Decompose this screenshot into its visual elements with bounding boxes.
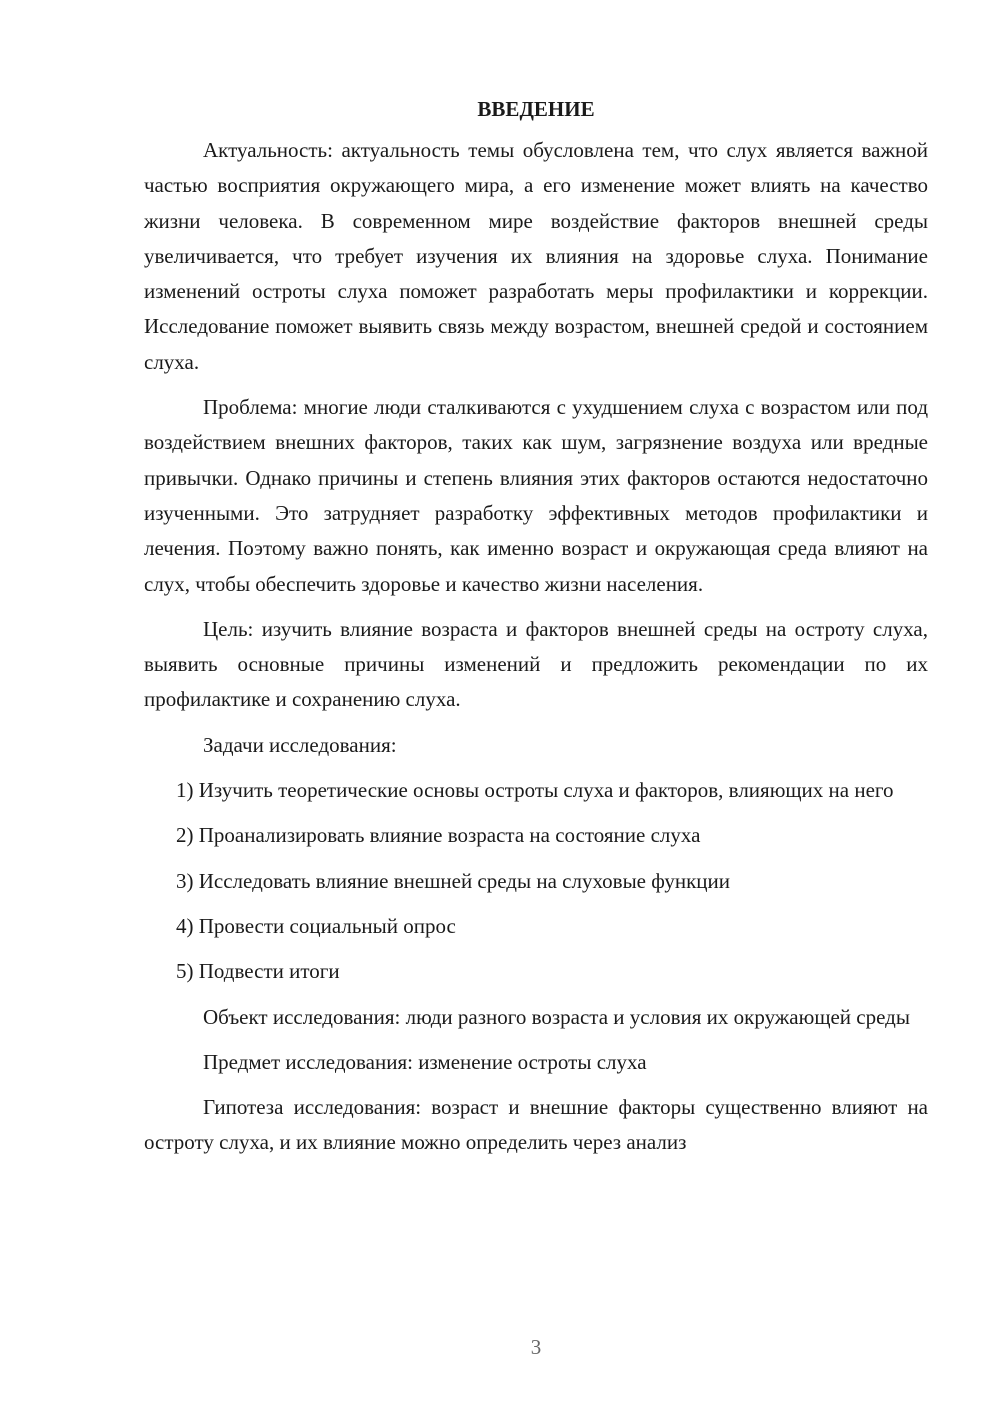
task-item-5: 5) Подвести итоги: [176, 959, 340, 984]
section-heading: ВВЕДЕНИЕ: [477, 97, 595, 121]
task-item-4: 4) Провести социальный опрос: [176, 913, 456, 938]
task-item-2: 2) Проанализировать влияние возраста на состояние слуха: [176, 823, 701, 848]
relevance-paragraph: Актуальность: актуальность темы обусловлена тем, что слух является важной частью восприятия окружающего мира, а его изменение может влиять на качество жизни человека. В современном мире воздействие факторов внешней среды увеличивается, что требует изучения их влияния на здоровье слуха. Понимание изменений остроты слуха поможет разработать меры профилактики и коррекции. Исследование поможет выявить связь между возрастом, внешней средой и состоянием слуха.: [144, 138, 928, 374]
task-item-1: 1) Изучить теоретические основы остроты слуха и факторов, влияющих на него: [176, 778, 894, 803]
goal-paragraph: Цель: изучить влияние возраста и факторов внешней среды на остроту слуха, выявить основные причины изменений и предложить рекомендации по их профилактике и сохранению слуха.: [144, 616, 928, 712]
problem-paragraph: Проблема: многие люди сталкиваются с ухудшением слуха с возрастом или под воздействием внешних факторов, таких как шум, загрязнение воздуха или вредные привычки. Однако причины и степень влияния этих факторов остаются недостаточно изученными. Это затрудняет разработку эффективных методов профилактики и лечения. Поэтому важно понять, как именно возраст и окружающая среда влияют на слух, чтобы обеспечить здоровье и качество жизни населения.: [144, 395, 928, 596]
object-paragraph: Объект исследования: люди разного возраста и условия их окружающей среды: [203, 1004, 910, 1029]
page-number: 3: [530, 1335, 542, 1359]
tasks-title: Задачи исследования:: [203, 732, 397, 757]
hypothesis-paragraph: Гипотеза исследования: возраст и внешние факторы существенно влияют на остроту слуха, и их влияние можно определить через анализ: [144, 1095, 928, 1155]
task-item-3: 3) Исследовать влияние внешней среды на слуховые функции: [176, 868, 730, 893]
subject-paragraph: Предмет исследования: изменение остроты слуха: [203, 1049, 647, 1074]
page-body: [144, 92, 928, 1171]
